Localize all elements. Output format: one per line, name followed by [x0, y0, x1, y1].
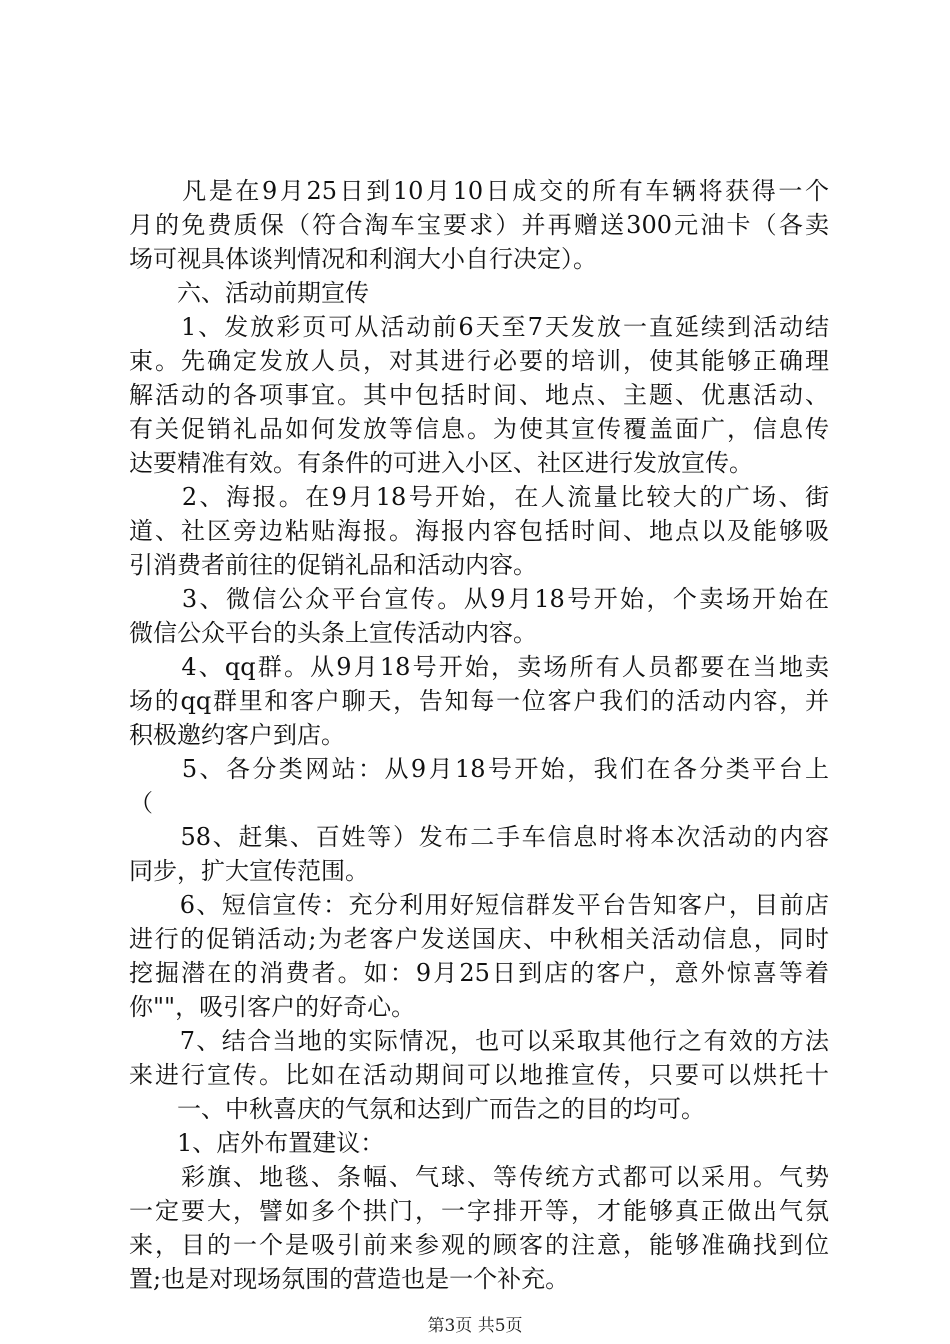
text-line: 进行的促销活动;为老客户发送国庆、中秋相关活动信息，同时: [129, 925, 829, 953]
text-line: 7、结合当地的实际情况，也可以采取其他行之有效的方法: [129, 1027, 829, 1055]
text-line: 来，目的一个是吸引前来参观的顾客的注意，能够准确找到位: [129, 1231, 829, 1259]
text-line: 引消费者前往的促销礼品和活动内容。: [129, 551, 537, 579]
text-line: 2、海报。在9月18号开始，在人流量比较大的广场、街: [129, 483, 829, 511]
section-heading: 六、活动前期宣传: [129, 279, 369, 307]
text-line: 彩旗、地毯、条幅、气球、等传统方式都可以采用。气势: [129, 1163, 829, 1191]
text-line: 置;也是对现场氛围的营造也是一个补充。: [129, 1265, 570, 1293]
text-line: （: [129, 789, 153, 817]
text-line: 月的免费质保（符合淘车宝要求）并再赠送300元油卡（各卖: [129, 211, 829, 239]
text-line: 解活动的各项事宜。其中包括时间、地点、主题、优惠活动、: [129, 381, 829, 409]
text-line: 1、发放彩页可从活动前6天至7天发放一直延续到活动结: [129, 313, 829, 341]
section-heading: 1、店外布置建议：: [129, 1129, 385, 1157]
text-line: 5、各分类网站：从9月18号开始，我们在各分类平台上: [129, 755, 829, 783]
text-line: 达要精准有效。有条件的可进入小区、社区进行发放宣传。: [129, 449, 753, 477]
text-line: 有关促销礼品如何发放等信息。为使其宣传覆盖面广，信息传: [129, 415, 829, 443]
text-line: 你""，吸引客户的好奇心。: [129, 993, 416, 1021]
page-footer: 第3页 共5页: [427, 1316, 523, 1336]
text-line: 微信公众平台的头条上宣传活动内容。: [129, 619, 537, 647]
text-line: 场的qq群里和客户聊天，告知每一位客户我们的活动内容，并: [129, 687, 829, 715]
text-line: 同步，扩大宣传范围。: [129, 857, 369, 885]
text-line: 6、短信宣传：充分利用好短信群发平台告知客户，目前店: [129, 891, 829, 919]
text-line: 凡是在9月25日到10月10日成交的所有车辆将获得一个: [129, 177, 829, 205]
text-line: 道、社区旁边粘贴海报。海报内容包括时间、地点以及能够吸: [129, 517, 829, 545]
text-line: 4、qq群。从9月18号开始，卖场所有人员都要在当地卖: [129, 653, 829, 681]
text-line: 一、中秋喜庆的气氛和达到广而告之的目的均可。: [129, 1095, 705, 1123]
text-line: 场可视具体谈判情况和利润大小自行决定）。: [129, 245, 597, 273]
text-line: 3、微信公众平台宣传。从9月18号开始，个卖场开始在: [129, 585, 829, 613]
text-line: 58、赶集、百姓等）发布二手车信息时将本次活动的内容: [129, 823, 829, 851]
text-line: 来进行宣传。比如在活动期间可以地推宣传，只要可以烘托十: [129, 1061, 829, 1089]
text-line: 束。先确定发放人员，对其进行必要的培训，使其能够正确理: [129, 347, 829, 375]
text-line: 一定要大，譬如多个拱门，一字排开等，才能够真正做出气氛: [129, 1197, 829, 1225]
text-line: 挖掘潜在的消费者。如：9月25日到店的客户，意外惊喜等着: [129, 959, 829, 987]
text-line: 积极邀约客户到店。: [129, 721, 345, 749]
